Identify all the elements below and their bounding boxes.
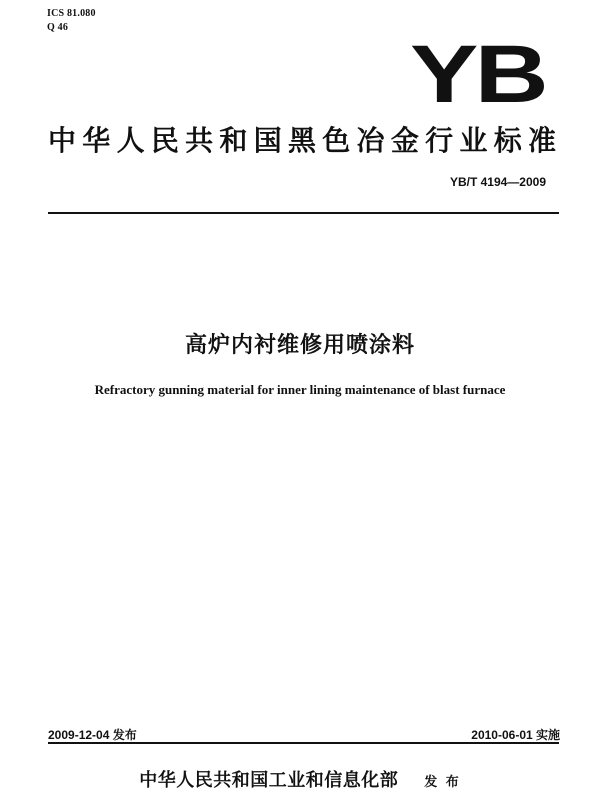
issuer-line <box>0 766 600 792</box>
implementation-date: 2010-06-01 实施 <box>471 728 560 742</box>
yb-logo: YB <box>410 29 545 120</box>
document-title-english: Refractory gunning material for inner lining maintenance of blast furnace <box>94 382 506 397</box>
ics-code: ICS 81.080 <box>47 8 96 19</box>
bottom-rule <box>48 742 559 744</box>
issue-date: 2009-12-04 发布 <box>48 728 137 742</box>
top-rule <box>48 212 559 214</box>
issuer-action: 发 布 <box>424 775 461 790</box>
industry-standard-title: 中华人民共和国黑色冶金行业标准 <box>48 124 558 157</box>
document-title-chinese: 高炉内衬维修用喷涂料 <box>184 333 415 358</box>
standard-number: YB/T 4194—2009 <box>449 175 546 189</box>
issuer-name: 中华人民共和国工业和信息化部 <box>139 770 399 791</box>
ccs-code: Q 46 <box>47 22 69 33</box>
